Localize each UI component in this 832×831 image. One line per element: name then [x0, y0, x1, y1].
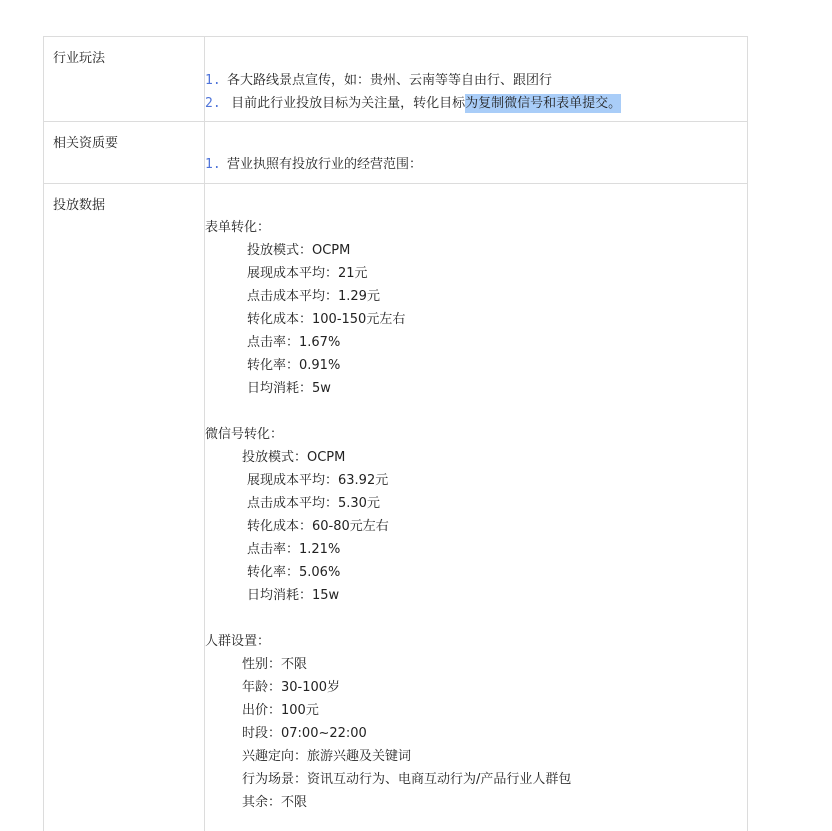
data-entry: 日均消耗：15w	[247, 588, 340, 603]
content-cell	[205, 184, 748, 831]
row-label: 行业玩法	[53, 51, 106, 66]
data-entry: 时段：07:00~22:00	[242, 726, 367, 741]
data-entry: 出价：100元	[242, 703, 319, 718]
data-entry: 其余：不限	[242, 795, 308, 810]
table-row-industry-play	[44, 37, 748, 122]
data-entry: 行为场景：资讯互动行为、电商互动行为/产品行业人群包	[242, 772, 572, 787]
data-entry: 日均消耗：5w	[247, 381, 331, 396]
ordered-list	[205, 69, 747, 115]
content-cell	[205, 37, 748, 122]
table-row-delivery-data	[44, 184, 748, 831]
table-row-qualification	[44, 122, 748, 184]
list-item-text: 目前此行业投放目标为关注量，转化目标	[227, 96, 466, 111]
spacer	[205, 607, 747, 630]
content-cell	[205, 122, 748, 184]
list-number: 1.	[205, 73, 221, 88]
data-entry: 转化成本：60-80元左右	[247, 519, 389, 534]
section-wechat-conversion	[205, 423, 747, 607]
list-item-text: 营业执照有投放行业的经营范围：	[227, 157, 423, 172]
row-label: 投放数据	[53, 198, 106, 213]
data-entry: 性别：不限	[242, 657, 308, 672]
list-item	[205, 92, 747, 115]
content-table	[43, 36, 748, 831]
label-cell	[44, 122, 205, 184]
data-entry: 展现成本平均：21元	[247, 266, 368, 281]
data-entry: 投放模式：OCPM	[242, 450, 346, 465]
data-entry: 兴趣定向：旅游兴趣及关键词	[242, 749, 412, 764]
data-entry: 点击率：1.21%	[247, 542, 341, 557]
section-title: 人群设置：	[205, 634, 271, 649]
data-entry: 年龄：30-100岁	[242, 680, 341, 695]
row-label: 相关资质要	[53, 136, 119, 151]
ordered-list	[205, 153, 747, 176]
list-number: 1.	[205, 157, 221, 172]
data-entry: 转化率：5.06%	[247, 565, 341, 580]
spacer	[205, 400, 747, 423]
data-entry: 展现成本平均：63.92元	[247, 473, 389, 488]
data-entry: 投放模式：OCPM	[247, 243, 351, 258]
label-cell	[44, 37, 205, 122]
selected-text-highlight[interactable]: 为复制微信号和表单提交。	[465, 96, 622, 111]
list-item	[205, 153, 747, 176]
data-entry: 转化率：0.91%	[247, 358, 341, 373]
section-form-conversion	[205, 216, 747, 400]
section-title: 表单转化：	[205, 220, 271, 235]
list-item-text: 各大路线景点宣传，如：贵州、云南等等自由行、跟团行	[227, 73, 553, 88]
data-entry: 点击率：1.67%	[247, 335, 341, 350]
data-entry: 转化成本：100-150元左右	[247, 312, 406, 327]
section-audience-settings	[205, 630, 747, 814]
data-entry: 点击成本平均：5.30元	[247, 496, 380, 511]
list-number: 2.	[205, 96, 221, 111]
list-item	[205, 69, 747, 92]
data-entry: 点击成本平均：1.29元	[247, 289, 380, 304]
label-cell	[44, 184, 205, 831]
section-title: 微信号转化：	[205, 427, 284, 442]
